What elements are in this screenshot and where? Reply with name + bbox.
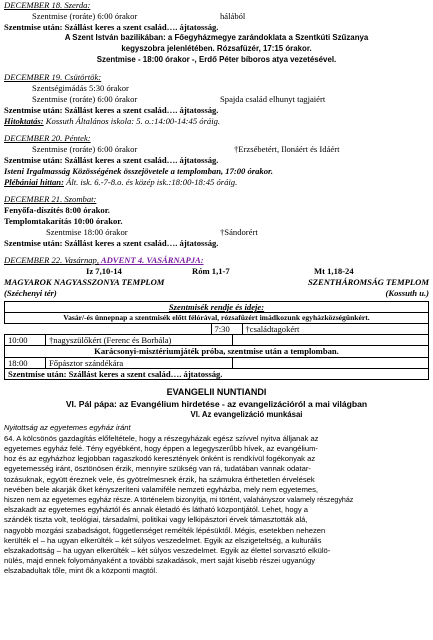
- day-block-dec19: [4, 72, 429, 83]
- parish-catechesis-line: [4, 177, 429, 188]
- pilgrimage-line-1: A Szent István bazilikában: a Főegyházmegye zarándoklata a Szentkúti Szűzanya: [64, 33, 369, 42]
- parish-catechesis-text: Ált. isk. 6.-7-8.o. és közép isk.:18:00-18:45 óráig.: [63, 177, 238, 187]
- churches-line: [4, 277, 429, 288]
- reading-first: Iz 7,10-14: [86, 266, 122, 276]
- readings-line: [4, 266, 429, 277]
- mass-line: [4, 11, 429, 22]
- paragraph-line: 64. A kölcsönös gazdagítás előfeltétele, hogy a részegyházak egész szívvel nyitva álljanak az: [4, 433, 319, 443]
- after-mass-note: Szentmise után: Szállást keres a szent család…. ájtatosság.: [5, 368, 429, 379]
- schedule-time: 10:00: [5, 335, 46, 345]
- church-left-address: (Széchenyi tér): [4, 288, 57, 298]
- paragraph-line: nevében bele akarják őket kényszeríteni valamiféle nemzeti egyházba, mely nem egyetemes,: [4, 484, 319, 494]
- mass-intention: Spajda család elhunyt tagjaiért: [220, 94, 326, 104]
- paragraph-line: hoz és az egyházhoz legjobban ragaszkodó keresztények önként is rendkívül fogékonyak az: [4, 454, 316, 464]
- evangelii-section-title: Nyitottság az egyetemes egyház iránt: [4, 422, 131, 432]
- sunday-rosary-note: Vasár/-és ünnepnap a szentmisék előtt félórával, rózsafüzért imádkozunk egyházközségünkért.: [5, 313, 429, 324]
- schedule-row: [5, 357, 429, 368]
- adoration-line: [4, 83, 429, 94]
- mass-intention: hálából: [220, 11, 246, 21]
- evangelii-paragraph: [4, 434, 429, 577]
- mass-line: [4, 227, 429, 238]
- schedule-intention: †nagyszülőkért (Ferenc és Borbála): [46, 335, 233, 345]
- reading-gospel: Mt 1,18-24: [314, 266, 354, 276]
- day-heading: DECEMBER 21. Szombat:: [4, 194, 97, 204]
- paragraph-line: elszabadultak tőle, mint ők a központi magtól.: [4, 566, 158, 576]
- nativity-play-rehearsal: Karácsonyi-misztériumjáték próba, szentmise után a templomban.: [5, 346, 429, 357]
- mercy-community-line: Isteni Irgalmasság Közösségének összejövetele a templomban, 17:00 órakor.: [4, 166, 274, 176]
- day-block-dec18: [4, 0, 429, 11]
- day-heading: DECEMBER 22. Vasárnap,: [4, 255, 100, 265]
- catechesis-text: Kossuth Általános iskola: 5. o.:14:00-14:45 óráig.: [43, 116, 221, 126]
- parish-catechesis-label: Plébániai hittan:: [4, 177, 64, 187]
- adoration-time: Szentségimádás 5:30 órakor: [32, 83, 129, 93]
- day-block-dec21: [4, 194, 429, 205]
- church-cleaning-line: Templomtakarítás 10:00 órakor.: [4, 216, 123, 226]
- paragraph-line: kerülték el – ha ugyan elkerülték – két súlyos veszedelmet. Egyik az elszigeteltség, a kulturális: [4, 535, 322, 545]
- mass-intention: †Sándorért: [220, 227, 258, 237]
- advent-sunday-title: ADVENT 4. VASÁRNAPJA:: [99, 255, 204, 265]
- church-right-name: SZENTHÁROMSÁG TEMPLOM: [307, 277, 429, 287]
- mass-time: Szentmise 18:00 órakor: [46, 227, 128, 237]
- schedule-time: 7:30: [211, 324, 242, 335]
- schedule-time: 18:00: [5, 358, 46, 368]
- tree-decoration-line: Fenyőfa-díszítés 8:00 órakor.: [4, 205, 110, 215]
- church-addresses-line: [4, 288, 429, 299]
- mass-time: Szentmise (roráte) 6:00 órakor: [32, 11, 138, 21]
- mass-line: [4, 144, 429, 155]
- pilgrimage-line-2: kegyszobra jelenlétében. Rózsafüzér, 17:15 órakor.: [121, 44, 312, 53]
- church-right-address: (Kossuth u.): [385, 288, 429, 298]
- bulletin-page: [4, 0, 429, 577]
- mass-time: Szentmise (roráte) 6:00 órakor: [32, 94, 138, 104]
- schedule-intention: Főpásztor szándékára: [46, 358, 233, 368]
- day-block-dec20: [4, 133, 429, 144]
- paragraph-line: szándék tiszta volt, teológiai, társadalmi, politikai vagy lelkipásztori érvek támasztották alá,: [4, 515, 308, 525]
- mass-time: Szentmise (roráte) 6:00 órakor: [32, 144, 138, 154]
- reading-second: Róm 1,1-7: [192, 266, 230, 276]
- mass-intention: †Erzsébetért, Ilonáért és Idáért: [234, 144, 340, 154]
- catechesis-label: Hitoktatás:: [4, 116, 44, 126]
- paragraph-line: nülés, majd ennek folyományaként a további szakadások, mert saját kisebb részei ugyanúgy: [4, 556, 316, 566]
- catechesis-line: [4, 116, 429, 127]
- schedule-title: Szentmisék rendje és ideje:: [5, 302, 429, 313]
- paragraph-line: elszakadottság – ha ugyan elkerülték – két súlyos veszedelmet. Egyik az élettel sorvasztó elkülö-: [4, 546, 331, 556]
- mass-line: [4, 94, 429, 105]
- paragraph-line: nagyobb mozgási szabadságot, függetlenséget remélték lépésüktől. Mégis, esetekben nehezen: [4, 525, 326, 535]
- after-mass-note: Szentmise után: Szállást keres a szent család…. ájtatosság.: [4, 155, 219, 165]
- after-mass-note: Szentmise után: Szállást keres a szent család…. ájtatosság.: [4, 105, 219, 115]
- schedule-row: [5, 324, 429, 335]
- schedule-row: [5, 335, 429, 346]
- after-mass-note: Szentmise után: Szállást keres a szent család…. ájtatosság.: [4, 238, 219, 248]
- paragraph-line: egyetemesség iránt, ösztönösen érzik, mennyire szükség van rá, tudatában vannak odatar-: [4, 464, 311, 474]
- paragraph-line: hiszen nem az egyetemes egyház része. A történelem bizonyítja, mi történt, valahányszor valamely részegyház: [4, 496, 354, 505]
- evangelii-chapter: VI. Az evangelizáció munkásai: [190, 409, 303, 419]
- day-block-dec22: [4, 255, 429, 266]
- paragraph-line: elszakadt az egyetemes egyháztól és annak életadó és látható központjától. Lehet, hogy a: [4, 505, 308, 515]
- day-heading: DECEMBER 18. Szerda:: [4, 0, 91, 10]
- paragraph-line: tozásuknak, együtt éreznek vele, és gyötrelmesnek érzik, ha számukra érthetetlen érvelések: [4, 474, 315, 484]
- paragraph-line: egyetemes egyház felé. Tény egyébként, hogy éppen a legegyszerűbb hívek, az evangélium-: [4, 444, 318, 454]
- pilgrimage-line-3: Szentmise - 18:00 órakor -, Erdő Péter bíboros atya vezetésével.: [96, 55, 337, 64]
- church-left-name: MAGYAROK NAGYASSZONYA TEMPLOM: [4, 277, 165, 287]
- mass-schedule-table: [4, 301, 429, 380]
- evangelii-title: EVANGELII NUNTIANDI: [166, 386, 267, 397]
- day-heading: DECEMBER 19. Csütörtök:: [4, 72, 102, 82]
- evangelii-subtitle: VI. Pál pápa: az Evangélium hirdetése - az evangelizációról a mai világban: [65, 398, 368, 409]
- day-heading: DECEMBER 20. Péntek:: [4, 133, 91, 143]
- schedule-intention: †családtagokért: [242, 324, 429, 335]
- after-mass-note: Szentmise után: Szállást keres a szent család…. ájtatosság.: [4, 22, 219, 32]
